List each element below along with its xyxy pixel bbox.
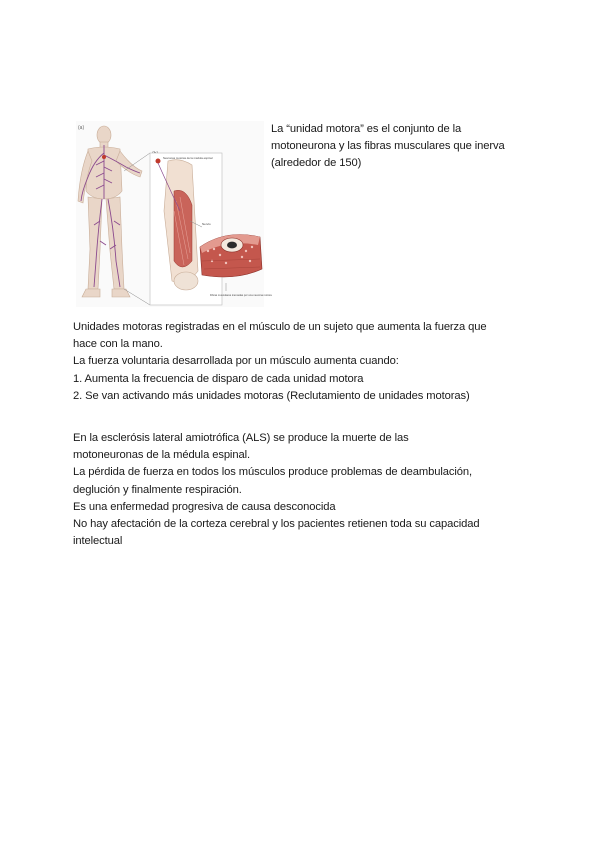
list-item: 1. Aumenta la frecuencia de disparo de cada unidad motora bbox=[73, 372, 364, 385]
motor-units-paragraph bbox=[73, 319, 533, 405]
text-line: La fuerza voluntaria desarrollada por un músculo aumenta cuando: bbox=[73, 355, 399, 368]
text-line: No hay afectación de la corteza cerebral y los pacientes retienen toda su capacidad bbox=[73, 518, 480, 531]
text-line: En la esclerósis lateral amiotrófica (ALS) se produce la muerte de las bbox=[73, 432, 409, 444]
motor-unit-figure bbox=[76, 121, 272, 307]
callout-neurons: Neuronas motoras de la médula espinal bbox=[163, 156, 213, 160]
text-line: hace con la mano. bbox=[73, 338, 163, 351]
text-line: deglución y finalmente respiración. bbox=[73, 483, 242, 496]
callout-fibers: Fibras musculares inervadas por una neurona motora bbox=[210, 294, 272, 297]
text-line: La pérdida de fuerza en todos los músculos produce problemas de deambulación, bbox=[73, 466, 473, 479]
text-line: Es una enfermedad progresiva de causa desconocida bbox=[73, 500, 336, 513]
text-line: motoneuronas de la médula espinal. bbox=[73, 449, 250, 462]
caption-line: (alrededor de 150) bbox=[271, 157, 362, 169]
list-item: 2. Se van activando más unidades motoras (Reclutamiento de unidades motoras) bbox=[73, 389, 470, 402]
callout-nerve: Nervio bbox=[202, 222, 211, 226]
caption-line: motoneurona y las fibras musculares que inerva bbox=[271, 140, 505, 152]
als-paragraph bbox=[73, 430, 533, 550]
anatomy-illustration bbox=[76, 121, 272, 307]
spinal-cord-marker bbox=[102, 155, 106, 159]
figure-caption bbox=[271, 121, 541, 172]
motor-neuron-dot bbox=[156, 159, 161, 164]
text-line: intelectual bbox=[73, 535, 123, 548]
caption-line: La “unidad motora” es el conjunto de la bbox=[271, 123, 462, 135]
text-line: Unidades motoras registradas en el músculo de un sujeto que aumenta la fuerza que bbox=[73, 321, 487, 333]
panel-a-label: (a) bbox=[78, 125, 85, 131]
